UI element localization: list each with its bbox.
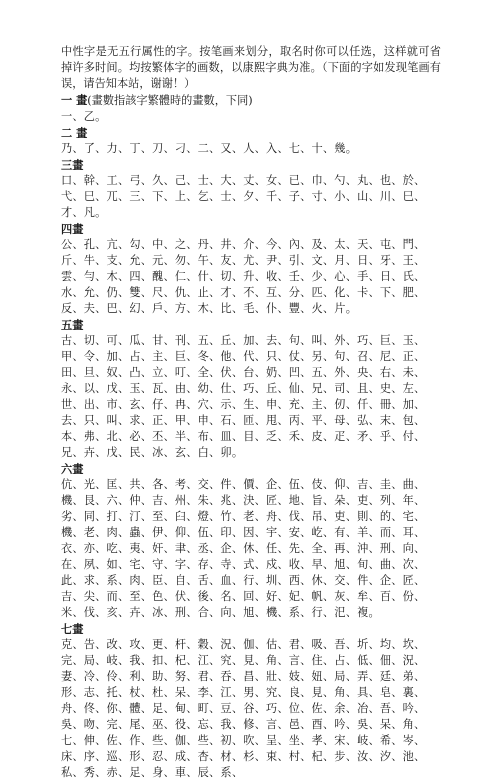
section-heading-1-title: 一 畫 <box>61 93 88 107</box>
section-heading-4: 四畫 <box>61 222 84 236</box>
section-heading-2: 二 畫 <box>61 126 88 140</box>
section-heading-1-note: (畫數指該字繁體時的畫數，下同) <box>87 94 253 107</box>
section-heading-3: 三畫 <box>61 158 84 172</box>
char-list-3: 口、幹、工、弓、久、己、士、大、丈、女、已、巾、勺、丸、也、於、弋、巳、兀、三、下、上、乞、士、夕、千、子、寸、小、山、川、巳、才、凡。 <box>61 174 426 219</box>
section-heading-6: 六畫 <box>61 462 84 476</box>
char-list-1: 一、乙。 <box>61 110 107 123</box>
char-list-5: 古、切、可、瓜、甘、刊、五、丘、加、去、句、叫、外、巧、巨、玉、甲、令、加、占、主、巨、冬、他、代、只、仗、另、句、召、尼、正、田、旦、奴、凸、立、叮、全、伏、台、奶、凹、五、外、央、右、未、永、以、戊、玉、瓦、由、幼、仕、巧、丘、仙、兄、司、且、史、左、世、出、市、玄、仔、冉、穴、示、生、申、充、主、仞、仟、冊、加、去、只、叫、求、正、甲、申、石、匝、甩、丙、平、母、弘、末、包、本、弗、北、必、丕、半、布、皿、目、乏、禾、皮、疋、矛、乎、付、兄、卉、戊、民、冰、玄、白、卯。 <box>61 334 426 459</box>
intro-paragraph: 中性字是无五行属性的字。按笔画来划分，取名时你可以任选，这样就可省掉许多时间。均按繁体字的画数，以康熙字典为准。（下面的字如发现笔画有误，请告知本站，谢谢！） <box>61 45 441 90</box>
char-list-2: 乃、了、力、丁、刀、刁、二、又、人、入、七、十、幾。 <box>61 142 358 155</box>
char-list-4: 公、孔、亢、勾、中、之、丹、井、介、今、內、及、太、天、屯、門、斤、牛、支、允、元、勿、午、友、尤、尹、引、文、月、日、牙、王、雲、勻、木、四、醜、仁、什、切、升、收、壬、少、心、手、日、氏、水、允、仍、雙、尺、仇、止、才、不、互、分、匹、化、卡、下、肥、反、夫、巴、幻、戶、方、木、比、毛、仆、豐、火、片。 <box>61 238 426 315</box>
section-heading-7: 七畫 <box>61 622 84 636</box>
char-list-6: 伉、光、匡、共、各、考、交、件、價、企、伍、伎、仰、吉、圭、曲、機、艮、六、仲、吉、州、朱、兆、決、匠、地、旨、朵、吏、列、年、劣、同、打、汀、至、臼、燈、竹、老、舟、伐、吊、吏、則、的、宅、機、老、肉、蟲、伊、仰、伍、印、因、宇、安、屹、有、羊、而、耳、衣、亦、吃、夷、奸、聿、丞、企、休、任、先、全、再、沖、刑、向、在、夙、如、宅、守、字、存、寺、式、戍、收、早、旭、旬、曲、次、此、求、系、肉、臣、自、舌、血、行、圳、西、休、交、件、企、匠、吉、尖、而、至、色、伏、後、名、回、好、妃、帆、灰、牟、百、份、米、伐、亥、卉、冰、刑、合、向、旭、機、系、行、汜、複。 <box>61 478 426 619</box>
document-page <box>61 44 441 781</box>
char-list-7: 克、告、改、攻、更、杆、穀、況、伽、估、君、吸、吾、圻、均、坎、完、局、岐、我、扣、杞、江、究、見、角、言、住、占、低、佃、況、妻、冷、伶、利、助、努、君、吞、昌、壯、妓、妞、局、弄、廷、弟、形、志、托、杖、杜、呆、李、江、男、究、良、見、角、具、皂、裏、舟、佟、你、體、足、甸、町、豆、谷、巧、位、佐、余、冶、吾、吟、吳、吻、完、尾、巫、役、忘、我、修、言、邑、酉、吟、吳、呆、角、七、伸、佐、作、些、伽、些、初、吹、呈、坐、孝、宋、岐、希、岑、床、序、巡、形、忍、成、杏、材、杉、束、村、杞、步、汝、汐、池、私、秀、赤、足、身、車、辰、系、 <box>61 638 426 779</box>
section-heading-1 <box>61 92 441 109</box>
section-heading-5: 五畫 <box>61 318 84 332</box>
